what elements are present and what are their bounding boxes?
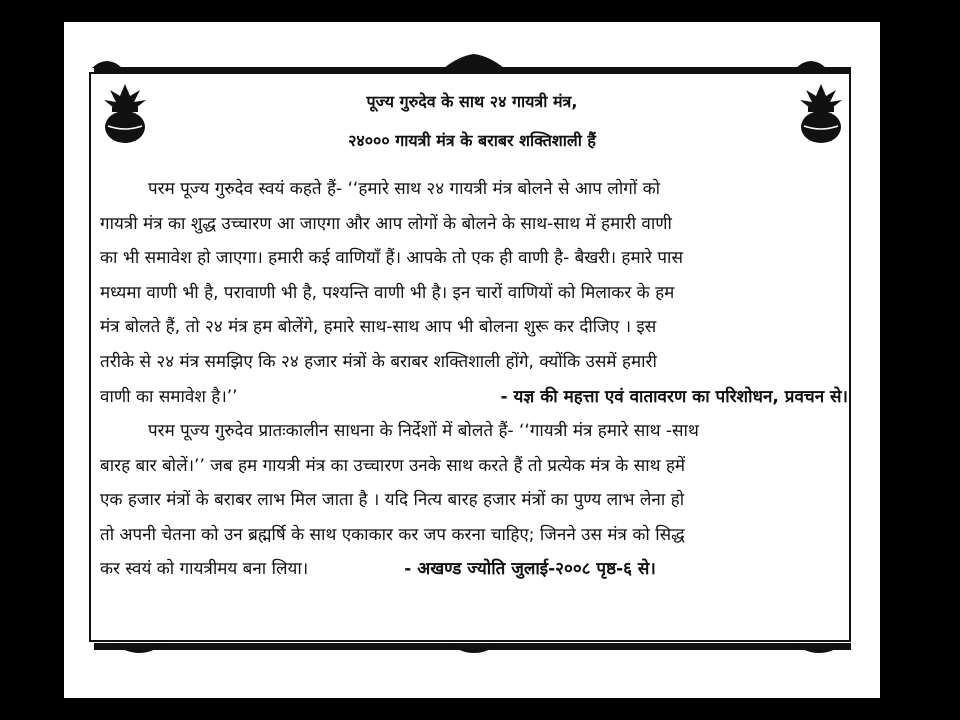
- title-line-1: पूज्य गुरुदेव के साथ २४ गायत्री मंत्र,: [366, 92, 578, 111]
- paragraph-last-line: [100, 380, 848, 415]
- top-right-ornament: [796, 54, 826, 72]
- paragraph-line: परम पूज्य गुरुदेव स्वयं कहते हैं- ‘‘हमारे साथ २४ गायत्री मंत्र बोलने से आप लोगों को: [148, 179, 661, 199]
- paragraph-line: का भी समावेश हो जाएगा। हमारी कई वाणियाँ हैं। आपके तो एक ही वाणी है- बैखरी। हमारे पास: [100, 248, 683, 269]
- bottom-center-ornament: [449, 644, 499, 658]
- citation: - अखण्ड ज्योति जुलाई-२००८ पृष्ठ-६ से।: [404, 559, 656, 580]
- paragraph-line: परम पूज्य गुरुदेव प्रातःकालीन साधना के निर्देशों में बोलते हैं- ‘‘गायत्री मंत्र हमारे साथ -साथ: [148, 421, 699, 441]
- paragraph-line: तो अपनी चेतना को उन ब्रह्मर्षि के साथ एकाकार कर जप करना चाहिए; जिनने उस मंत्र को सिद्ध: [100, 524, 685, 545]
- paragraph-line: बारह बार बोलें।’’ जब हम गायत्री मंत्र का उच्चारण उनके साथ करते हैं तो प्रत्येक मंत्र के साथ हमें: [100, 455, 686, 476]
- paragraph-line: गायत्री मंत्र का शुद्ध उच्चारण आ जाएगा और आप लोगों के बोलने के साथ-साथ में हमारी वाणी: [100, 213, 672, 234]
- paragraph-line: मध्यमा वाणी भी है, परावाणी भी है, पश्यन्ति वाणी भी है। इन चारों वाणियों को मिलाकर के हम: [100, 282, 675, 303]
- paragraph-last-line: [100, 552, 848, 587]
- paragraph-2: [100, 414, 848, 587]
- paragraph-line-text: कर स्वयं को गायत्रीमय बना लिया।: [100, 559, 309, 580]
- paragraph-line-text: वाणी का समावेश है।’’: [100, 386, 238, 407]
- title-line-2: २४००० गायत्री मंत्र के बराबर शक्तिशाली हैं: [348, 131, 596, 150]
- bottom-left-ornament: [114, 644, 164, 658]
- paragraph-line: तरीके से २४ मंत्र समझिए कि २४ हजार मंत्रों के बराबर शक्तिशाली होंगे, क्योंकि उसमें हमारी: [100, 351, 657, 372]
- paragraph-1: [100, 172, 848, 414]
- paragraph-line: एक हजार मंत्रों के बराबर लाभ मिल जाता है । यदि नित्य बारह हजार मंत्रों का पुण्य लाभ लेना हो: [100, 490, 685, 511]
- top-left-ornament: [92, 54, 122, 72]
- paragraph-line: मंत्र बोलते हैं, तो २४ मंत्र हम बोलेंगे, हमारे साथ-साथ आप भी बोलना शुरू कर दीजिए । इस: [100, 317, 657, 338]
- top-center-ornament: [444, 52, 504, 74]
- citation: - यज्ञ की महत्ता एवं वातावरण का परिशोधन, प्रवचन से।: [500, 386, 848, 407]
- document-page: [64, 22, 880, 698]
- bottom-right-ornament: [794, 644, 844, 658]
